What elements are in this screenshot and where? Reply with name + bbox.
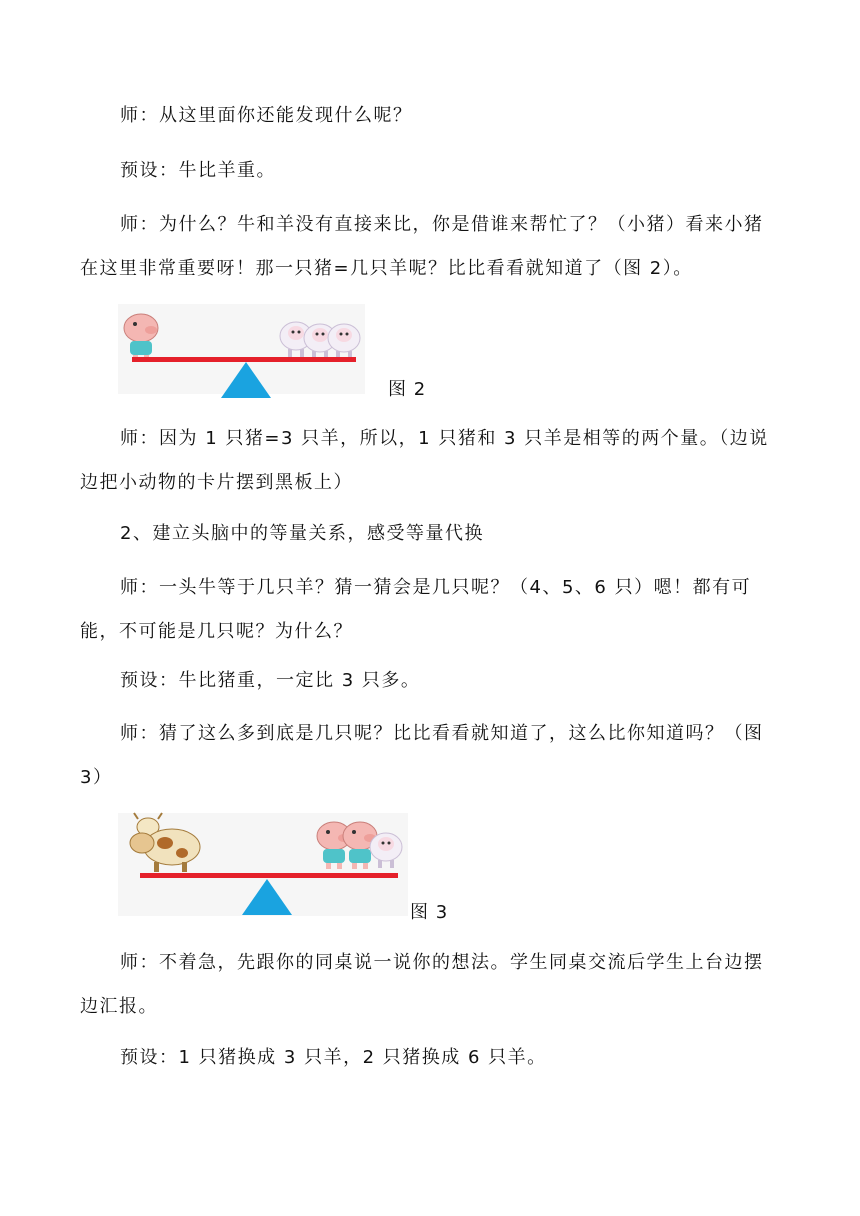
pig-icon xyxy=(121,306,161,361)
paragraph: 师：猜了这么多到底是几只呢？比比看看就知道了，这么比你知道吗？（图 3） xyxy=(80,723,764,788)
paragraph: 师：从这里面你还能发现什么呢？ xyxy=(120,105,413,126)
paragraph: 2、建立头脑中的等量关系，感受等量代换 xyxy=(120,523,484,544)
paragraph: 预设：1 只猪换成 3 只羊，2 只猪换成 6 只羊。 xyxy=(120,1047,547,1068)
paragraph: 预设：牛比猪重，一定比 3 只多。 xyxy=(120,670,421,691)
fulcrum-triangle xyxy=(242,879,292,915)
figure-2-caption: 图 2 xyxy=(388,379,427,400)
figure-3-caption: 图 3 xyxy=(410,902,449,923)
paragraph: 师：一头牛等于几只羊？猜一猜会是几只呢？（4、5、6 只）嗯！都有可能，不可能是几只呢？为什么？ xyxy=(80,577,752,642)
sheep-icon xyxy=(368,827,404,869)
figure-3-image xyxy=(118,813,408,916)
figure-2-image xyxy=(118,304,365,394)
paragraph: 师：不着急，先跟你的同桌说一说你的想法。学生同桌交流后学生上台边摆边汇报。 xyxy=(80,952,764,1017)
cow-icon xyxy=(120,813,202,875)
paragraph: 预设：牛比羊重。 xyxy=(120,160,276,181)
paragraph: 师：为什么？牛和羊没有直接来比，你是借谁来帮忙了？（小猪）看来小猪在这里非常重要呀！那一只猪=几只羊呢？比比看看就知道了（图 2）。 xyxy=(80,214,764,279)
sheep-icon xyxy=(326,318,362,360)
paragraph: 师：因为 1 只猪=3 只羊，所以，1 只猪和 3 只羊是相等的两个量。（边说边把小动物的卡片摆到黑板上） xyxy=(80,428,769,493)
fulcrum-triangle xyxy=(221,362,271,398)
balance-beam xyxy=(140,873,398,878)
